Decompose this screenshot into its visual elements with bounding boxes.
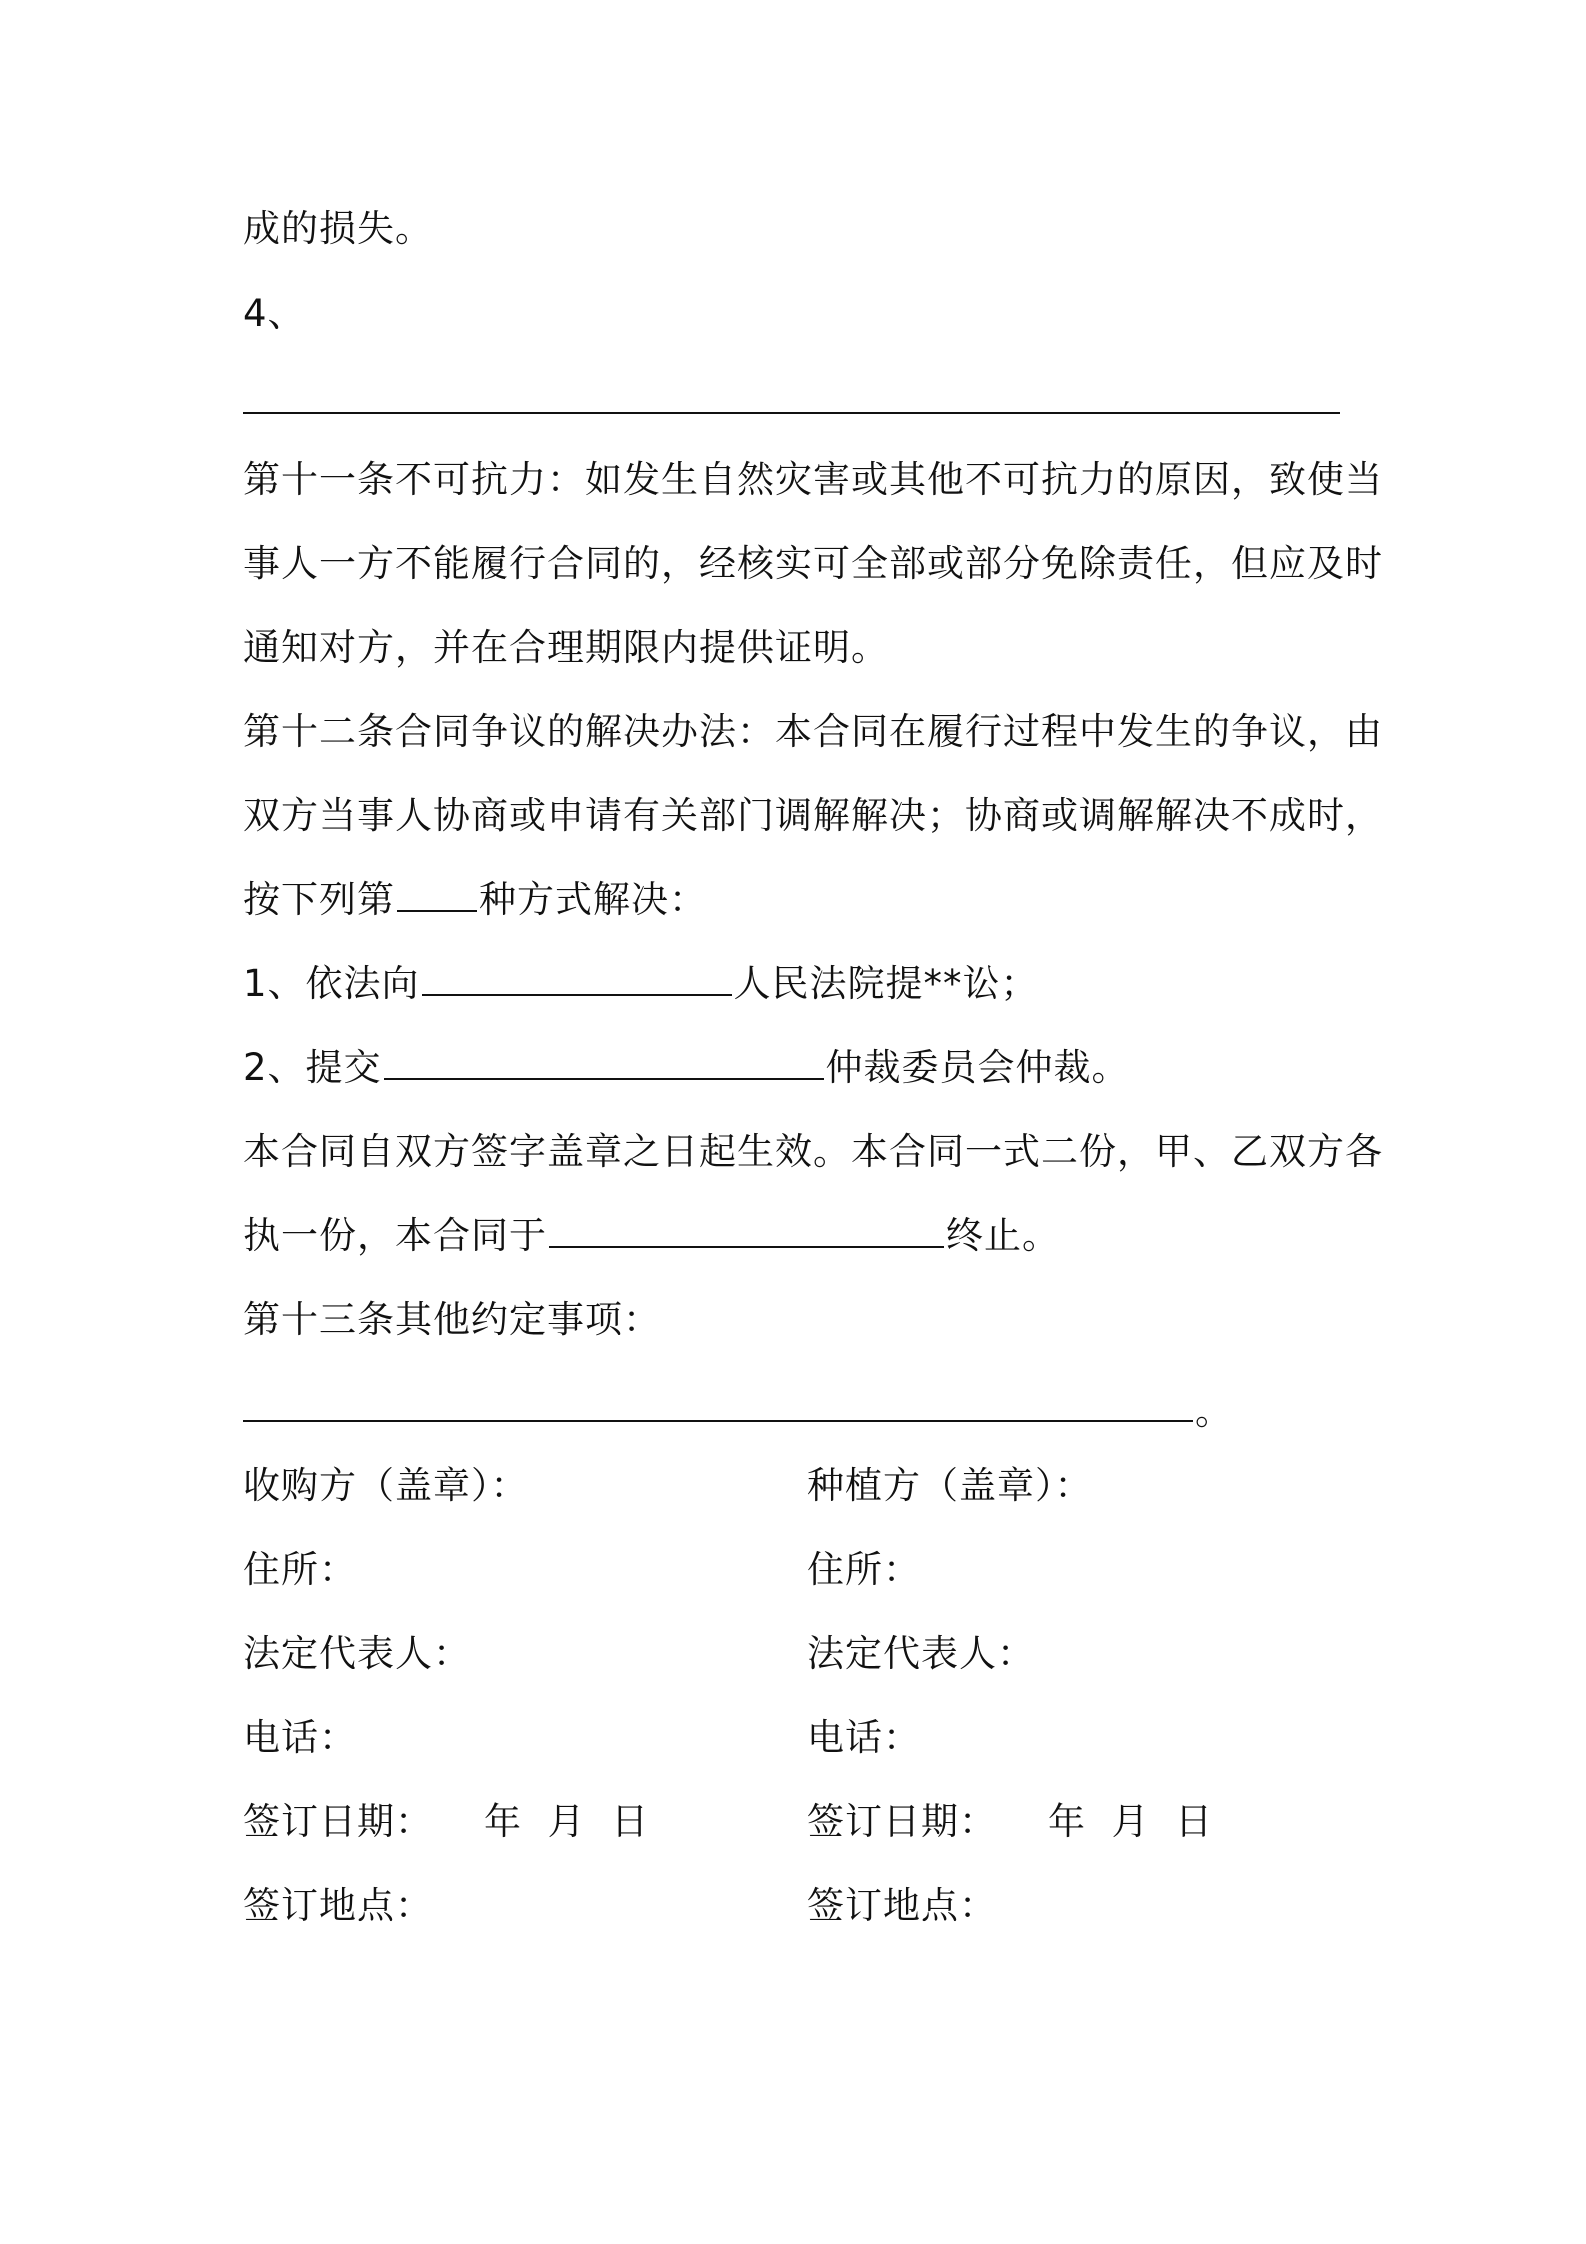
effective-suffix: 终止。	[946, 1214, 1060, 1257]
article-11-line-2: 事人一方不能履行合同的，经核实可全部或部分免除责任，但应及时	[243, 542, 1383, 585]
buyer-rep-label: 法定代表人：	[243, 1632, 471, 1675]
dispute-option-2	[243, 1044, 1130, 1092]
article-11-line-1: 第十一条不可抗力：如发生自然灾害或其他不可抗力的原因，致使当	[243, 458, 1383, 501]
dispute-option-1	[243, 960, 1039, 1008]
grower-address-label: 住所：	[807, 1548, 921, 1591]
choice-blank	[397, 880, 477, 912]
buyer-phone-label: 电话：	[243, 1716, 357, 1759]
text-line-loss: 成的损失。	[243, 207, 433, 250]
option-2-suffix: 仲裁委员会仲裁。	[825, 1046, 1130, 1089]
buyer-seal-label: 收购方（盖章）：	[243, 1464, 529, 1507]
grower-seal-label: 种植方（盖章）：	[807, 1464, 1093, 1507]
text-line-item-4: 4、	[243, 292, 306, 335]
effective-line-1: 本合同自双方签字盖章之日起生效。本合同一式二份，甲、乙双方各	[243, 1130, 1383, 1173]
article-12-choice-suffix: 种方式解决：	[479, 878, 707, 921]
effective-line-2	[243, 1212, 1060, 1260]
article-12-line-2: 双方当事人协商或申请有关部门调解解决；协商或调解解决不成时，	[243, 794, 1383, 837]
grower-date-label: 签订日期： 年 月 日	[807, 1800, 1214, 1843]
article-11-line-3: 通知对方，并在合理期限内提供证明。	[243, 626, 889, 669]
article-12-line-3	[243, 876, 707, 924]
other-terms-period: 。	[1195, 1390, 1232, 1433]
other-terms-blank	[243, 1420, 1193, 1422]
court-blank	[422, 964, 732, 996]
blank-line-item-4	[243, 412, 1340, 414]
article-12-choice-prefix: 按下列第	[243, 878, 395, 921]
grower-place-label: 签订地点：	[807, 1884, 997, 1927]
article-12-line-1: 第十二条合同争议的解决办法：本合同在履行过程中发生的争议，由	[243, 710, 1383, 753]
grower-phone-label: 电话：	[807, 1716, 921, 1759]
effective-prefix: 执一份，本合同于	[243, 1214, 547, 1257]
option-2-prefix: 2、提交	[243, 1046, 382, 1089]
grower-rep-label: 法定代表人：	[807, 1632, 1035, 1675]
buyer-place-label: 签订地点：	[243, 1884, 433, 1927]
termination-date-blank	[549, 1216, 944, 1248]
article-13-title: 第十三条其他约定事项：	[243, 1298, 661, 1341]
option-1-suffix: 人民法院提**讼；	[733, 962, 1039, 1005]
buyer-address-label: 住所：	[243, 1548, 357, 1591]
option-1-prefix: 1、依法向	[243, 962, 420, 1005]
buyer-date-label: 签订日期： 年 月 日	[243, 1800, 650, 1843]
arbitration-blank	[384, 1048, 824, 1080]
